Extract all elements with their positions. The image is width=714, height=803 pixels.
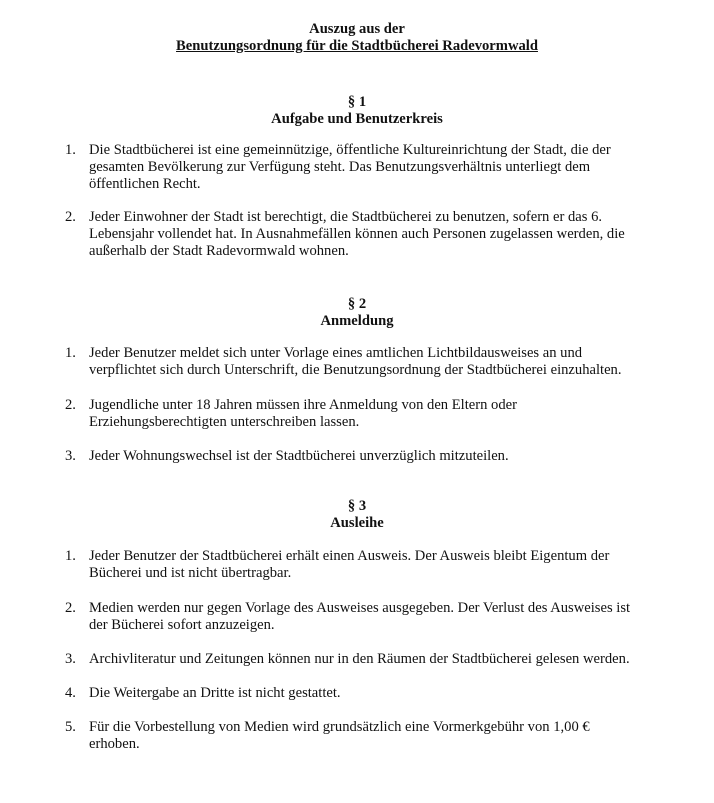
- item-text: [89, 651, 659, 668]
- section-2-header: [0, 296, 714, 330]
- item-line: erhoben.: [89, 736, 140, 752]
- item-number: 3.: [65, 448, 76, 464]
- item-text: [89, 685, 659, 702]
- section-2-paragraph: § 2: [347, 296, 367, 312]
- section-3-heading: Ausleihe: [330, 515, 384, 531]
- item-line: der Bücherei sofort anzuzeigen.: [89, 617, 275, 633]
- item-number: 1.: [65, 548, 76, 564]
- item-line: Jeder Wohnungswechsel ist der Stadtbücherei unverzüglich mitzuteilen.: [89, 448, 509, 464]
- item-text: [89, 448, 659, 465]
- item-number: 1.: [65, 142, 76, 158]
- item-line: gesamten Bevölkerung zur Verfügung steht. Das Benutzungsverhältnis unterliegt dem: [89, 159, 591, 175]
- title-line-2: Benutzungsordnung für die Stadtbücherei Radevormwald: [176, 38, 538, 54]
- section-3-paragraph: § 3: [347, 498, 367, 514]
- section-1-header: [0, 94, 714, 128]
- item-number: 3.: [65, 651, 76, 667]
- item-text: [89, 345, 659, 379]
- item-number: 2.: [65, 600, 76, 616]
- item-line: Jeder Benutzer der Stadtbücherei erhält einen Ausweis. Der Ausweis bleibt Eigentum der: [89, 548, 610, 564]
- section-1-heading: Aufgabe und Benutzerkreis: [271, 111, 443, 127]
- item-line: Die Weitergabe an Dritte ist nicht gestattet.: [89, 685, 341, 701]
- item-text: [89, 209, 659, 260]
- item-number: 2.: [65, 209, 76, 225]
- item-number: 4.: [65, 685, 76, 701]
- item-line: Jeder Einwohner der Stadt ist berechtigt, die Stadtbücherei zu benutzen, sofern er das 6.: [89, 209, 603, 225]
- item-text: [89, 142, 659, 193]
- item-line: öffentlichen Recht.: [89, 176, 201, 192]
- item-text: [89, 600, 659, 634]
- section-1-paragraph: § 1: [347, 94, 367, 110]
- item-line: Erziehungsberechtigten unterschreiben lassen.: [89, 414, 360, 430]
- section-3-header: [0, 498, 714, 532]
- item-line: Lebensjahr vollendet hat. In Ausnahmefällen können auch Personen zugelassen werden, die: [89, 226, 625, 242]
- item-number: 5.: [65, 719, 76, 735]
- item-text: [89, 548, 659, 582]
- item-line: außerhalb der Stadt Radevormwald wohnen.: [89, 243, 349, 259]
- item-line: Für die Vorbestellung von Medien wird grundsätzlich eine Vormerkgebühr von 1,00 €: [89, 719, 590, 735]
- item-line: Jeder Benutzer meldet sich unter Vorlage eines amtlichen Lichtbildausweises an und: [89, 345, 583, 361]
- section-2-heading: Anmeldung: [320, 313, 394, 329]
- item-line: Archivliteratur und Zeitungen können nur in den Räumen der Stadtbücherei gelesen werden.: [89, 651, 630, 667]
- item-line: Medien werden nur gegen Vorlage des Ausweises ausgegeben. Der Verlust des Ausweises ist: [89, 600, 631, 616]
- document-title: [0, 21, 714, 55]
- item-line: verpflichtet sich durch Unterschrift, die Benutzungsordnung der Stadtbücherei einzuhalten.: [89, 362, 622, 378]
- item-line: Bücherei und ist nicht übertragbar.: [89, 565, 292, 581]
- item-text: [89, 397, 659, 431]
- item-text: [89, 719, 659, 753]
- item-line: Die Stadtbücherei ist eine gemeinnützige, öffentliche Kultureinrichtung der Stadt, die der: [89, 142, 611, 158]
- title-line-1: Auszug aus der: [309, 21, 405, 37]
- item-line: Jugendliche unter 18 Jahren müssen ihre Anmeldung von den Eltern oder: [89, 397, 517, 413]
- item-number: 1.: [65, 345, 76, 361]
- item-number: 2.: [65, 397, 76, 413]
